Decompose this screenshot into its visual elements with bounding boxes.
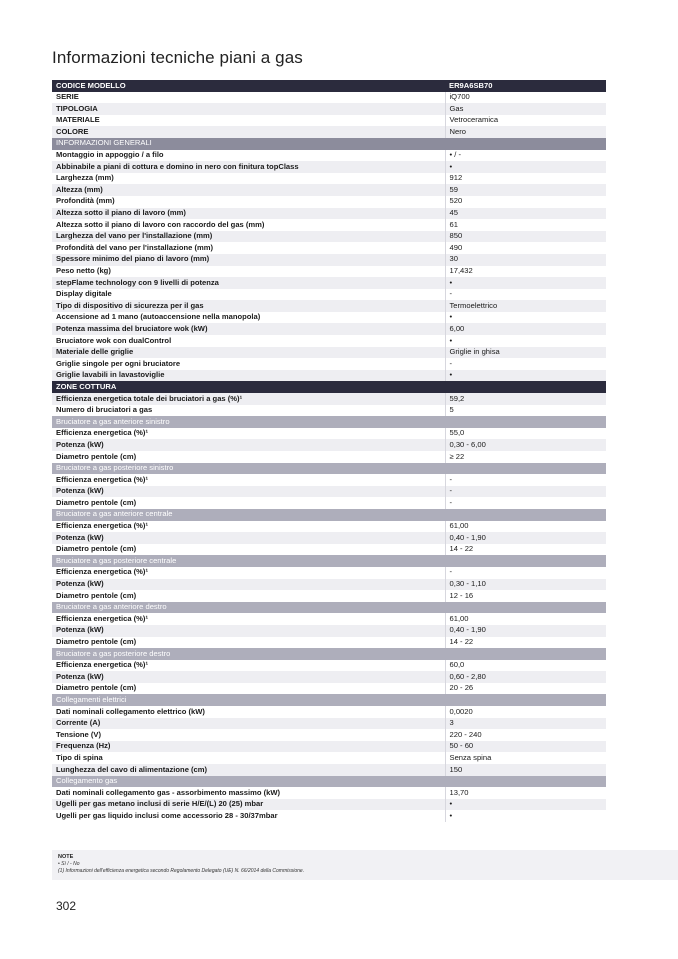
table-row [52, 173, 606, 185]
table-row [52, 126, 606, 138]
section-header-row [52, 602, 606, 614]
spec-label: Potenza (kW) [52, 439, 445, 451]
section-value-cell [445, 138, 606, 150]
spec-value: 3 [445, 718, 606, 730]
spec-label: Abbinabile a piani di cottura e domino in nero con finitura topClass [52, 161, 445, 173]
spec-label: Ugelli per gas liquido inclusi come accessorio 28 - 30/37mbar [52, 810, 445, 822]
notes-legend: • Sì / - No [58, 861, 80, 867]
spec-value: Griglie in ghisa [445, 347, 606, 359]
table-row [52, 799, 606, 811]
table-row [52, 242, 606, 254]
spec-value: - [445, 567, 606, 579]
section-header-row [52, 381, 606, 393]
spec-label: TIPOLOGIA [52, 103, 445, 115]
spec-value: Nero [445, 126, 606, 138]
table-row [52, 706, 606, 718]
spec-value: 6,00 [445, 323, 606, 335]
spec-label: Altezza sotto il piano di lavoro (mm) [52, 208, 445, 220]
table-row [52, 231, 606, 243]
spec-value: 0,40 - 1,90 [445, 625, 606, 637]
spec-label: Diametro pentole (cm) [52, 451, 445, 463]
notes-title: NOTE [58, 854, 74, 860]
table-row [52, 103, 606, 115]
spec-value: 12 - 16 [445, 590, 606, 602]
spec-value: 59 [445, 184, 606, 196]
table-row [52, 266, 606, 278]
section-header-row [52, 463, 606, 475]
spec-value: Senza spina [445, 752, 606, 764]
spec-label: Materiale delle griglie [52, 347, 445, 359]
section-title: Bruciatore a gas posteriore centrale [52, 555, 445, 567]
spec-value: 14 - 22 [445, 637, 606, 649]
spec-value: • [445, 799, 606, 811]
table-row [52, 92, 606, 104]
section-title: Bruciatore a gas anteriore centrale [52, 509, 445, 521]
spec-label: Efficienza energetica totale dei bruciatori a gas (%)¹ [52, 393, 445, 405]
page-title: Informazioni tecniche piani a gas [52, 48, 303, 67]
table-row [52, 613, 606, 625]
section-header-row [52, 555, 606, 567]
spec-label: SERIE [52, 92, 445, 104]
spec-label: Numero di bruciatori a gas [52, 405, 445, 417]
spec-value: 61,00 [445, 521, 606, 533]
table-row [52, 254, 606, 266]
spec-value: 0,30 - 6,00 [445, 439, 606, 451]
spec-value: • / - [445, 150, 606, 162]
spec-value: 55,0 [445, 428, 606, 440]
section-title: Bruciatore a gas posteriore destro [52, 648, 445, 660]
spec-value: 45 [445, 208, 606, 220]
spec-label: Tensione (V) [52, 729, 445, 741]
spec-label: Tipo di spina [52, 752, 445, 764]
header-model-code: ER9A6SB70 [445, 80, 606, 92]
spec-label: Potenza (kW) [52, 486, 445, 498]
page-number: 302 [56, 899, 77, 913]
spec-label: Larghezza del vano per l'installazione (mm) [52, 231, 445, 243]
spec-label: Bruciatore wok con dualControl [52, 335, 445, 347]
spec-label: Diametro pentole (cm) [52, 497, 445, 509]
spec-value: 5 [445, 405, 606, 417]
spec-label: stepFlame technology con 9 livelli di potenza [52, 277, 445, 289]
table-row [52, 567, 606, 579]
spec-value: • [445, 161, 606, 173]
table-row [52, 335, 606, 347]
table-row [52, 393, 606, 405]
spec-label: Diametro pentole (cm) [52, 544, 445, 556]
spec-value: - [445, 358, 606, 370]
spec-value: • [445, 370, 606, 382]
spec-label: Dati nominali collegamento gas - assorbimento massimo (kW) [52, 787, 445, 799]
table-row [52, 521, 606, 533]
section-value-cell [445, 648, 606, 660]
spec-value: 30 [445, 254, 606, 266]
section-value-cell [445, 416, 606, 428]
spec-label: Potenza (kW) [52, 579, 445, 591]
table-row [52, 150, 606, 162]
table-row [52, 323, 606, 335]
spec-label: Potenza massima del bruciatore wok (kW) [52, 323, 445, 335]
table-row [52, 671, 606, 683]
spec-value: 50 - 60 [445, 741, 606, 753]
spec-value: - [445, 289, 606, 301]
spec-label: Altezza (mm) [52, 184, 445, 196]
spec-value: 14 - 22 [445, 544, 606, 556]
spec-label: Peso netto (kg) [52, 266, 445, 278]
spec-value: • [445, 277, 606, 289]
table-row [52, 486, 606, 498]
spec-label: Frequenza (Hz) [52, 741, 445, 753]
table-row [52, 428, 606, 440]
section-title: Bruciatore a gas posteriore sinistro [52, 463, 445, 475]
spec-value: • [445, 335, 606, 347]
spec-value: 150 [445, 764, 606, 776]
spec-label: Spessore minimo del piano di lavoro (mm) [52, 254, 445, 266]
table-row [52, 474, 606, 486]
spec-value: 912 [445, 173, 606, 185]
spec-value: 0,30 - 1,10 [445, 579, 606, 591]
spec-label: Griglie singole per ogni bruciatore [52, 358, 445, 370]
section-title: Bruciatore a gas anteriore destro [52, 602, 445, 614]
spec-label: Diametro pentole (cm) [52, 683, 445, 695]
spec-value: 59,2 [445, 393, 606, 405]
section-header-row [52, 776, 606, 788]
spec-value: • [445, 312, 606, 324]
table-row [52, 277, 606, 289]
spec-label: Dati nominali collegamento elettrico (kW) [52, 706, 445, 718]
spec-label: Montaggio in appoggio / a filo [52, 150, 445, 162]
spec-label: Efficienza energetica (%)¹ [52, 521, 445, 533]
spec-label: Display digitale [52, 289, 445, 301]
section-value-cell [445, 381, 606, 393]
spec-value: 61,00 [445, 613, 606, 625]
spec-label: Corrente (A) [52, 718, 445, 730]
table-row [52, 312, 606, 324]
table-row [52, 660, 606, 672]
table-row [52, 718, 606, 730]
section-header-row [52, 509, 606, 521]
section-header-row [52, 694, 606, 706]
spec-value: Gas [445, 103, 606, 115]
spec-label: Potenza (kW) [52, 671, 445, 683]
spec-value: Termoelettrico [445, 300, 606, 312]
spec-label: Griglie lavabili in lavastoviglie [52, 370, 445, 382]
section-header-row [52, 648, 606, 660]
section-title: Collegamento gas [52, 776, 445, 788]
table-row [52, 729, 606, 741]
table-row [52, 161, 606, 173]
spec-table [52, 80, 606, 822]
table-row [52, 358, 606, 370]
spec-label: Potenza (kW) [52, 532, 445, 544]
section-value-cell [445, 463, 606, 475]
table-row [52, 532, 606, 544]
table-row [52, 764, 606, 776]
spec-label: Efficienza energetica (%)¹ [52, 613, 445, 625]
table-row [52, 741, 606, 753]
table-row [52, 787, 606, 799]
spec-value: 17,432 [445, 266, 606, 278]
table-row [52, 219, 606, 231]
spec-label: Efficienza energetica (%)¹ [52, 474, 445, 486]
section-value-cell [445, 694, 606, 706]
spec-value: 0,60 - 2,80 [445, 671, 606, 683]
spec-label: Efficienza energetica (%)¹ [52, 660, 445, 672]
spec-label: Efficienza energetica (%)¹ [52, 428, 445, 440]
section-title: ZONE COTTURA [52, 381, 445, 393]
spec-value: 220 - 240 [445, 729, 606, 741]
spec-label: Tipo di dispositivo di sicurezza per il gas [52, 300, 445, 312]
table-row [52, 115, 606, 127]
table-row [52, 289, 606, 301]
table-row [52, 196, 606, 208]
table-row [52, 810, 606, 822]
spec-label: MATERIALE [52, 115, 445, 127]
section-value-cell [445, 509, 606, 521]
section-title: Bruciatore a gas anteriore sinistro [52, 416, 445, 428]
section-value-cell [445, 776, 606, 788]
spec-value: 13,70 [445, 787, 606, 799]
spec-value: 20 - 26 [445, 683, 606, 695]
spec-label: Diametro pentole (cm) [52, 637, 445, 649]
spec-label: Diametro pentole (cm) [52, 590, 445, 602]
spec-value: - [445, 486, 606, 498]
spec-label: Efficienza energetica (%)¹ [52, 567, 445, 579]
spec-table-body [52, 92, 606, 822]
spec-value: 0,40 - 1,90 [445, 532, 606, 544]
table-row [52, 590, 606, 602]
spec-value: Vetroceramica [445, 115, 606, 127]
spec-label: Profondità del vano per l'installazione (mm) [52, 242, 445, 254]
table-header-row [52, 80, 606, 92]
notes-box [52, 850, 678, 880]
spec-value: - [445, 474, 606, 486]
table-row [52, 439, 606, 451]
spec-label: Altezza sotto il piano di lavoro con raccordo del gas (mm) [52, 219, 445, 231]
section-value-cell [445, 555, 606, 567]
header-label: CODICE MODELLO [52, 80, 445, 92]
table-row [52, 497, 606, 509]
section-header-row [52, 138, 606, 150]
spec-value: 61 [445, 219, 606, 231]
notes-footnote: (1) Informazioni dell'efficienza energetica secondo Regolamento Delegato (UE) N. 66/2014 della Commissione. [58, 867, 305, 874]
table-row [52, 625, 606, 637]
spec-value: iQ700 [445, 92, 606, 104]
spec-label: Larghezza (mm) [52, 173, 445, 185]
spec-label: Profondità (mm) [52, 196, 445, 208]
spec-value: • [445, 810, 606, 822]
spec-label: Lunghezza del cavo di alimentazione (cm) [52, 764, 445, 776]
spec-label: Potenza (kW) [52, 625, 445, 637]
spec-value: 60,0 [445, 660, 606, 672]
table-row [52, 347, 606, 359]
spec-value: - [445, 497, 606, 509]
spec-value: 520 [445, 196, 606, 208]
spec-value: 490 [445, 242, 606, 254]
table-row [52, 683, 606, 695]
spec-label: Accensione ad 1 mano (autoaccensione nella manopola) [52, 312, 445, 324]
spec-value: 0,0020 [445, 706, 606, 718]
section-value-cell [445, 602, 606, 614]
spec-value: 850 [445, 231, 606, 243]
table-row [52, 370, 606, 382]
table-row [52, 184, 606, 196]
table-row [52, 300, 606, 312]
table-row [52, 208, 606, 220]
table-row [52, 544, 606, 556]
table-row [52, 752, 606, 764]
table-row [52, 637, 606, 649]
section-title: Collegamenti elettrici [52, 694, 445, 706]
spec-label: Ugelli per gas metano inclusi di serie H/E/(L) 20 (25) mbar [52, 799, 445, 811]
section-header-row [52, 416, 606, 428]
section-title: INFORMAZIONI GENERALI [52, 138, 445, 150]
spec-value: ≥ 22 [445, 451, 606, 463]
table-row [52, 579, 606, 591]
table-row [52, 451, 606, 463]
spec-label: COLORE [52, 126, 445, 138]
table-row [52, 405, 606, 417]
